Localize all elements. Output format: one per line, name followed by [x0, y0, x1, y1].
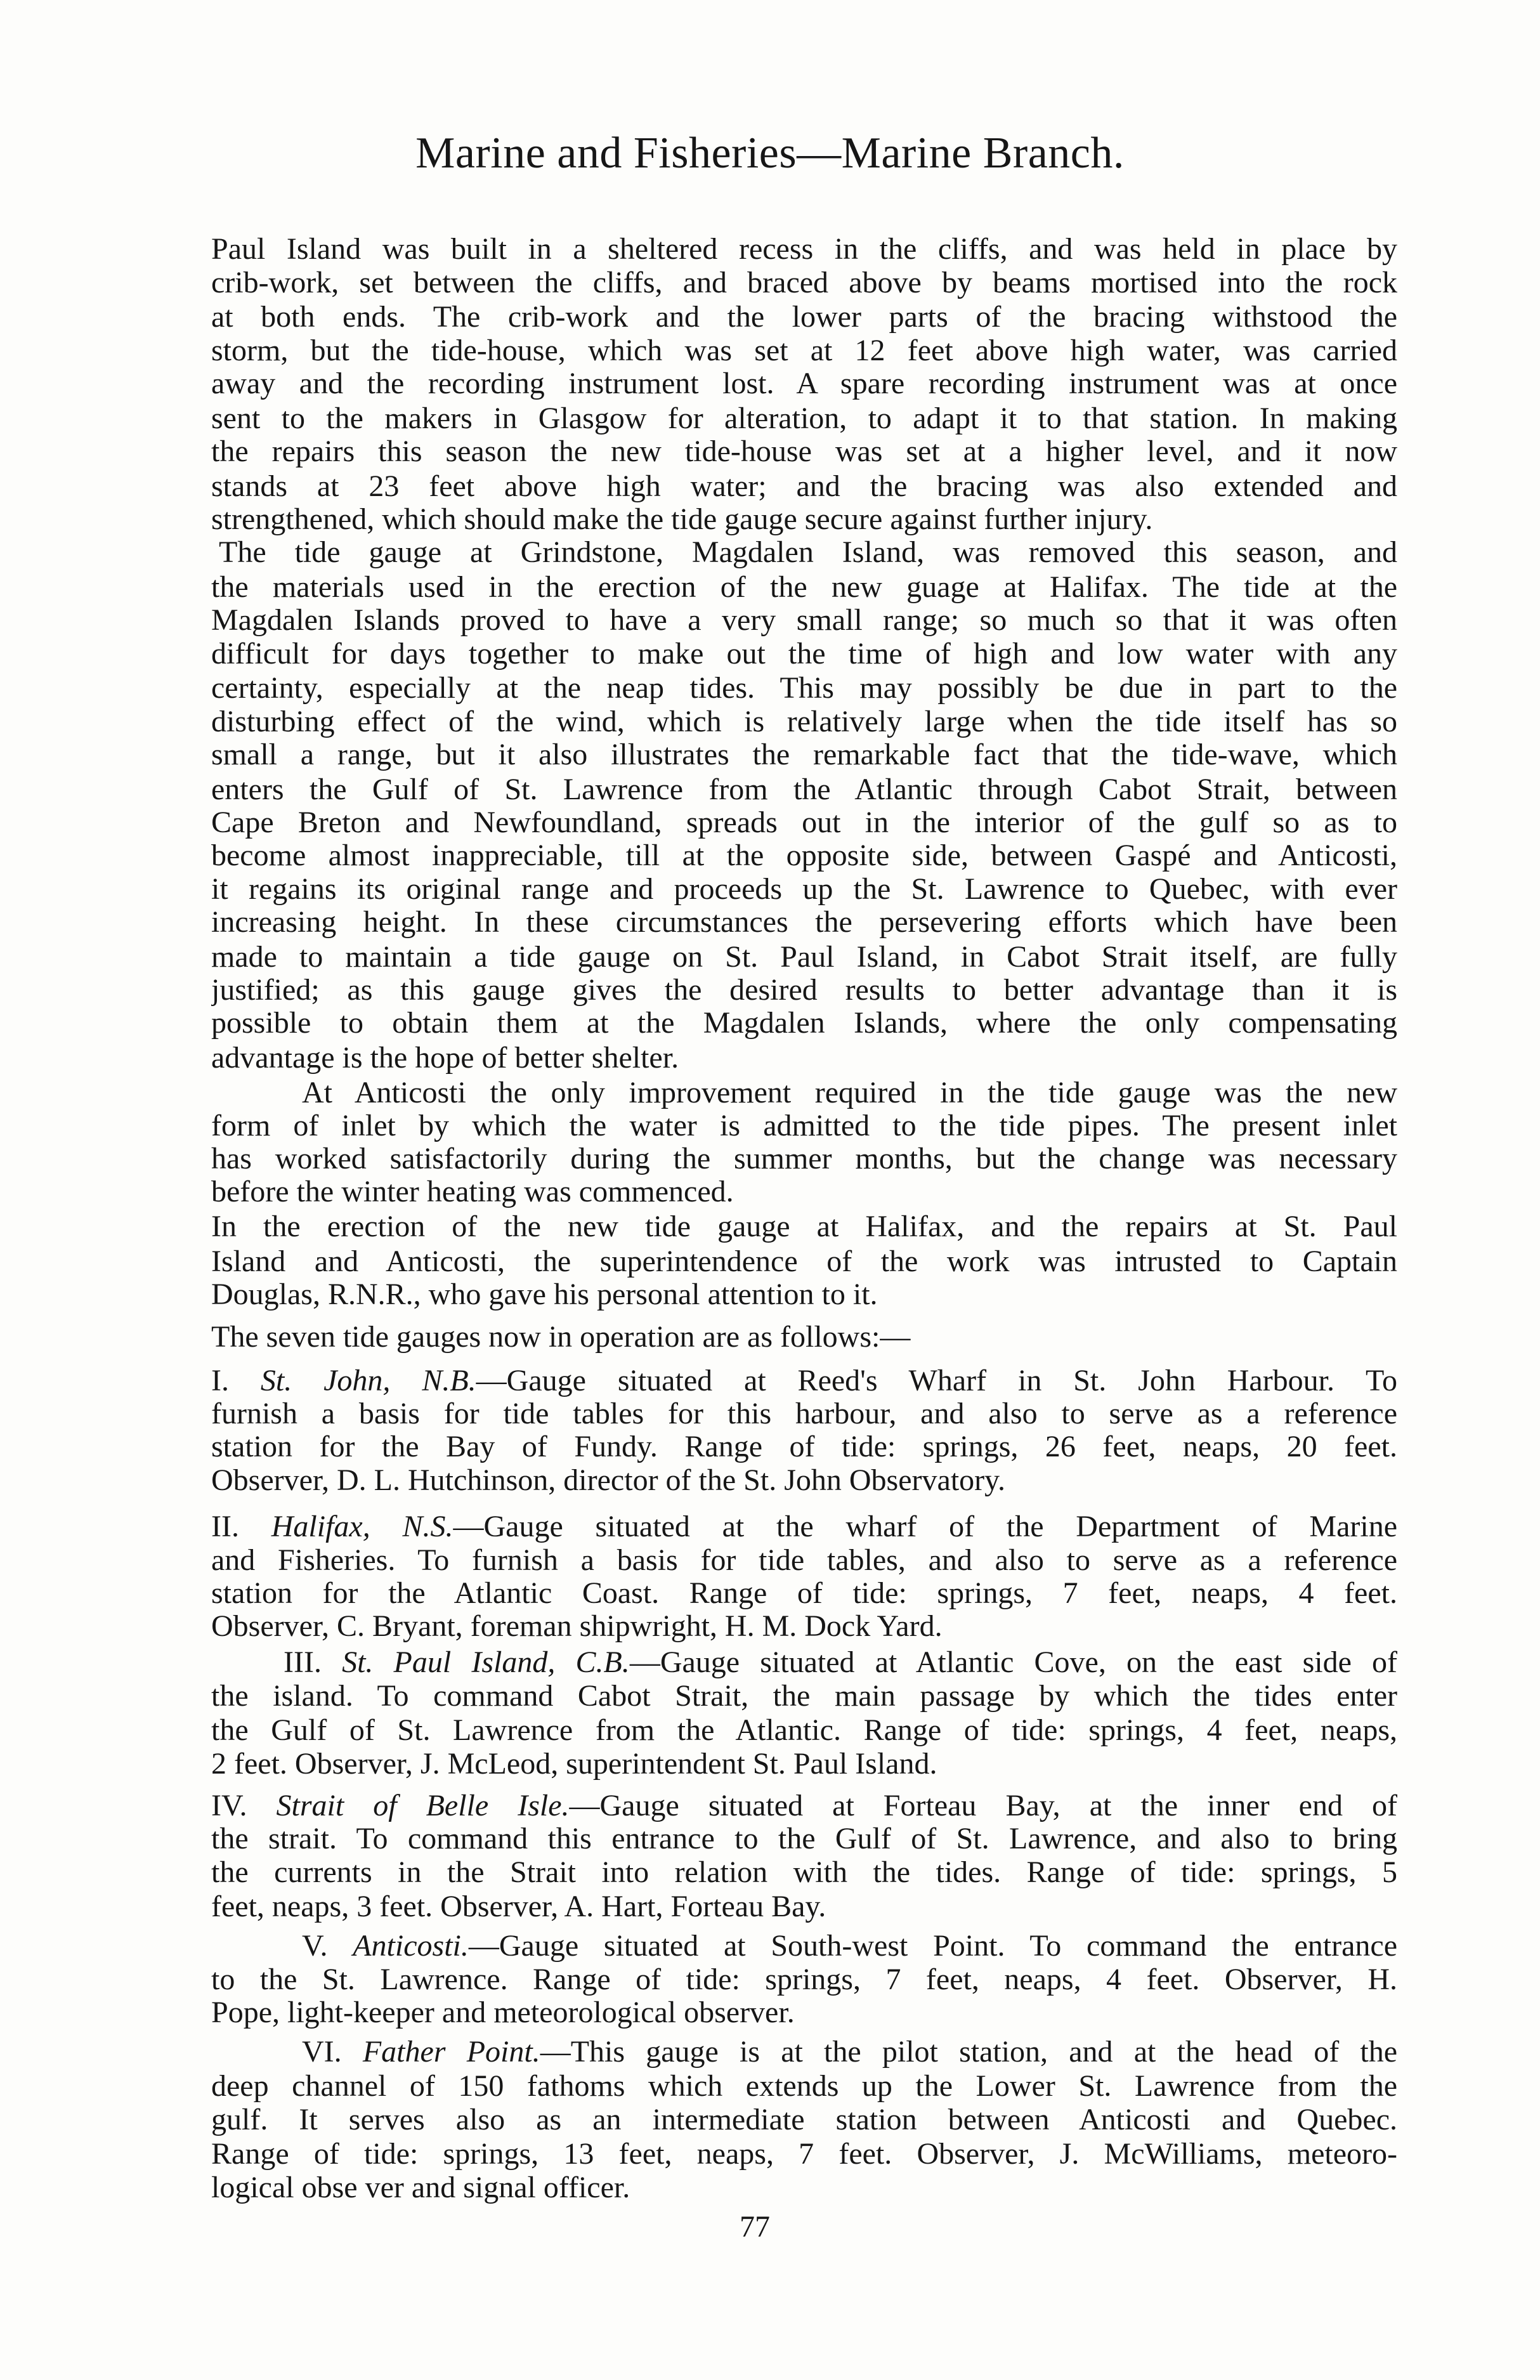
body-line: Range of tide: springs, 13 feet, neaps, 7 feet. Observer, J. McWilliams, meteoro-: [211, 2137, 1397, 2171]
body-line: At Anticosti the only improvement required in the tide gauge was the new: [302, 1076, 1397, 1109]
body-line: the island. To command Cabot Strait, the main passage by which the tides enter: [211, 1679, 1397, 1713]
body-line: become almost inappreciable, till at the opposite side, between Gaspé and Anticosti,: [211, 839, 1397, 872]
body-line: station for the Atlantic Coast. Range of tide: springs, 7 feet, neaps, 4 feet.: [211, 1576, 1397, 1610]
body-line: Douglas, R.N.R., who gave his personal attention to it.: [211, 1278, 878, 1311]
body-line: the strait. To command this entrance to the Gulf of St. Lawrence, and also to bring: [211, 1822, 1397, 1855]
body-line: strengthened, which should make the tide gauge secure against further injury.: [211, 502, 1153, 536]
body-line: has worked satisfactorily during the summer months, but the change was necessary: [211, 1142, 1397, 1175]
gauge-name: Strait of Belle Isle.: [276, 1789, 570, 1822]
body-line: difficult for days together to make out the time of high and low water with any: [211, 637, 1397, 670]
body-line: the currents in the Strait into relation with the tides. Range of tide: springs, 5: [211, 1855, 1397, 1889]
gauge-text: —Gauge situated at Atlantic Cove, on the east side of: [629, 1645, 1397, 1679]
body-line: storm, but the tide-house, which was set at 12 feet above high water, was carried: [211, 334, 1397, 367]
gauge-entry-first-line: [284, 1645, 1397, 1679]
gauge-entry-first-line: [302, 1929, 1397, 1963]
body-line: furnish a basis for tide tables for this harbour, and also to serve as a reference: [211, 1397, 1397, 1430]
body-line: form of inlet by which the water is admitted to the tide pipes. The present inlet: [211, 1109, 1397, 1142]
gauge-name: Anticosti.: [353, 1929, 469, 1963]
body-line: to the St. Lawrence. Range of tide: springs, 7 feet, neaps, 4 feet. Observer, H.: [211, 1963, 1397, 1996]
body-line: justified; as this gauge gives the desired results to better advantage than it is: [211, 973, 1397, 1007]
body-line: In the erection of the new tide gauge at Halifax, and the repairs at St. Paul: [211, 1210, 1397, 1243]
body-line: feet, neaps, 3 feet. Observer, A. Hart, Forteau Bay.: [211, 1890, 826, 1923]
gauges-intro: The seven tide gauges now in operation are as follows:—: [211, 1320, 911, 1354]
body-line: crib-work, set between the cliffs, and braced above by beams mortised into the rock: [211, 266, 1397, 299]
body-line: deep channel of 150 fathoms which extends up the Lower St. Lawrence from the: [211, 2069, 1397, 2103]
body-line: The tide gauge at Grindstone, Magdalen Island, was removed this season, and: [219, 535, 1397, 569]
gauge-number: II.: [211, 1510, 239, 1543]
body-line: certainty, especially at the neap tides. This may possibly be due in part to the: [211, 671, 1397, 705]
body-line: Magdalen Islands proved to have a very small range; so much so that it was often: [211, 603, 1397, 637]
body-line: Pope, light-keeper and meteorological observer.: [211, 1996, 795, 2029]
body-line: the Gulf of St. Lawrence from the Atlantic. Range of tide: springs, 4 feet, neaps,: [211, 1713, 1397, 1747]
body-line: Observer, D. L. Hutchinson, director of the St. John Observatory.: [211, 1463, 1006, 1497]
gauge-entry-first-line: [211, 1510, 1397, 1543]
body-line: gulf. It serves also as an intermediate station between Anticosti and Quebec.: [211, 2103, 1397, 2136]
body-line: enters the Gulf of St. Lawrence from the Atlantic through Cabot Strait, between: [211, 773, 1397, 806]
body-line: disturbing effect of the wind, which is relatively large when the tide itself has so: [211, 705, 1397, 738]
body-line: stands at 23 feet above high water; and the bracing was also extended and: [211, 469, 1397, 503]
gauge-text: —Gauge situated at South-west Point. To command the entrance: [468, 1929, 1397, 1963]
gauge-number: III.: [284, 1645, 322, 1679]
gauge-text: —This gauge is at the pilot station, and at the head of the: [540, 2035, 1397, 2069]
body-line: sent to the makers in Glasgow for alteration, to adapt it to that station. In making: [211, 402, 1397, 435]
body-line: possible to obtain them at the Magdalen Islands, where the only compensating: [211, 1006, 1397, 1040]
body-line: the materials used in the erection of the new guage at Halifax. The tide at the: [211, 570, 1397, 604]
gauge-entry-first-line: [211, 1789, 1397, 1822]
gauge-text: —Gauge situated at Reed's Wharf in St. John Harbour. To: [476, 1364, 1397, 1397]
gauge-entry-first-line: [302, 2035, 1397, 2069]
body-line: away and the recording instrument lost. A spare recording instrument was at once: [211, 367, 1397, 400]
gauge-name: St. Paul Island, C.B.: [342, 1645, 630, 1679]
body-line: station for the Bay of Fundy. Range of tide: springs, 26 feet, neaps, 20 feet.: [211, 1430, 1397, 1463]
body-line: Observer, C. Bryant, foreman shipwright, H. M. Dock Yard.: [211, 1609, 943, 1643]
gauge-text: —Gauge situated at the wharf of the Department of Marine: [453, 1510, 1397, 1543]
body-line: made to maintain a tide gauge on St. Paul Island, in Cabot Strait itself, are fully: [211, 940, 1397, 974]
running-header: Marine and Fisheries—Marine Branch.: [415, 129, 1125, 178]
body-line: small a range, but it also illustrates the remarkable fact that the tide-wave, which: [211, 738, 1397, 771]
body-line: advantage is the hope of better shelter.: [211, 1041, 679, 1075]
gauge-entry-first-line: [211, 1364, 1397, 1397]
body-line: 2 feet. Observer, J. McLeod, superintendent St. Paul Island.: [211, 1747, 937, 1781]
body-line: increasing height. In these circumstances the persevering efforts which have been: [211, 905, 1397, 939]
body-line: before the winter heating was commenced.: [211, 1175, 734, 1208]
gauge-name: St. John, N.B.: [260, 1364, 476, 1397]
body-line: and Fisheries. To furnish a basis for tide tables, and also to serve as a reference: [211, 1543, 1397, 1577]
body-line: it regains its original range and proceeds up the St. Lawrence to Quebec, with ever: [211, 872, 1397, 906]
gauge-number: IV.: [211, 1789, 247, 1822]
gauge-number: I.: [211, 1364, 229, 1397]
gauge-number: VI.: [302, 2035, 342, 2069]
body-line: the repairs this season the new tide-house was set at a higher level, and it now: [211, 435, 1397, 468]
body-line: Paul Island was built in a sheltered recess in the cliffs, and was held in place by: [211, 232, 1397, 266]
gauge-name: Halifax, N.S.: [271, 1510, 454, 1543]
gauge-name: Father Point.: [362, 2035, 540, 2069]
body-line: Cape Breton and Newfoundland, spreads out in the interior of the gulf so as to: [211, 806, 1397, 839]
page-number: 77: [740, 2210, 770, 2244]
body-line: Island and Anticosti, the superintendence of the work was intrusted to Captain: [211, 1245, 1397, 1278]
gauge-number: V.: [302, 1929, 328, 1963]
gauge-text: —Gauge situated at Forteau Bay, at the inner end of: [569, 1789, 1397, 1822]
body-line: at both ends. The crib-work and the lower parts of the bracing withstood the: [211, 300, 1397, 334]
body-line: logical obse ver and signal officer.: [211, 2171, 630, 2204]
